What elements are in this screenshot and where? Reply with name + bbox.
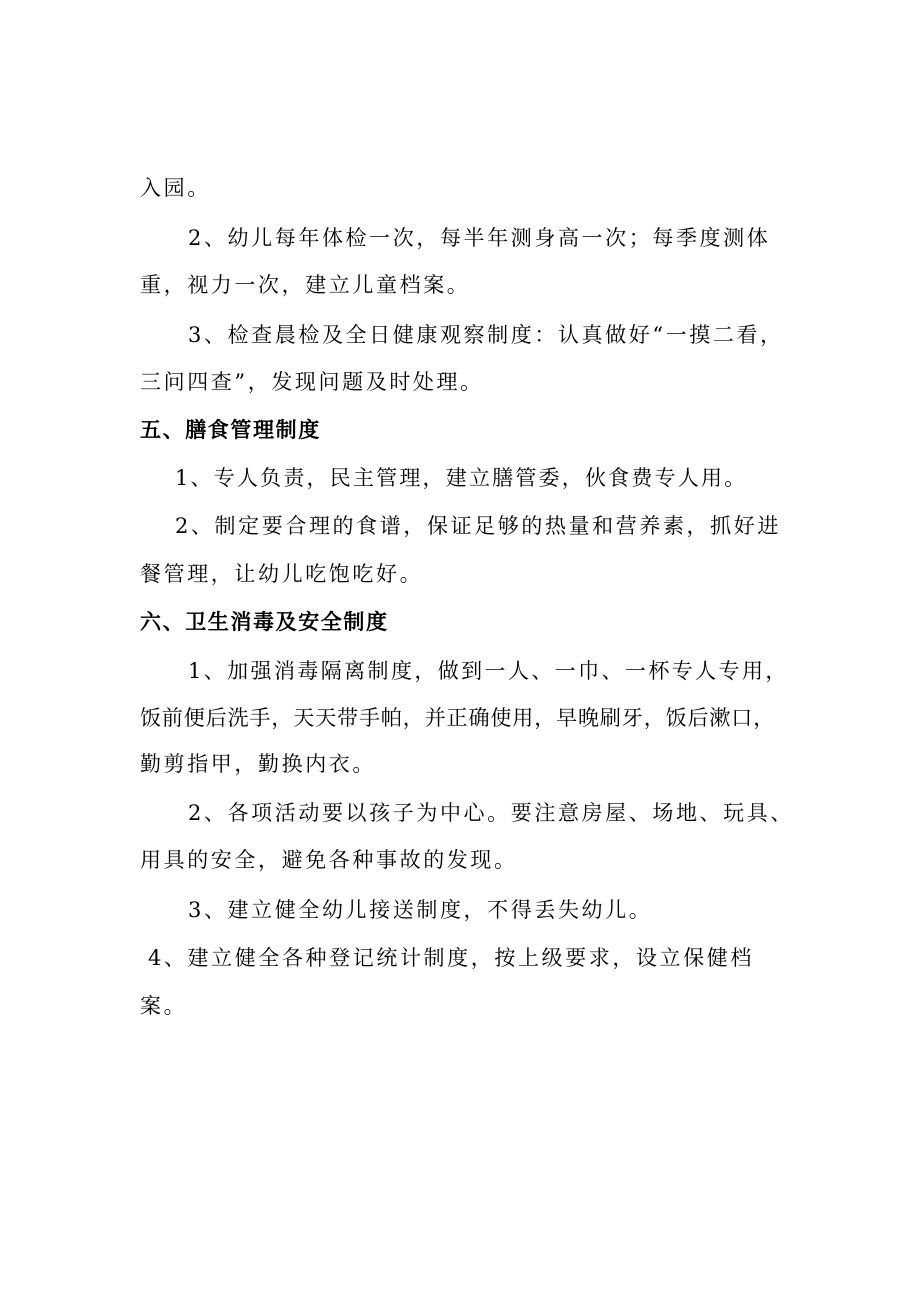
section-heading: 六、卫生消毒及安全制度 [140,609,389,634]
text-line: 饭前便后洗手，天天带手帕，并正确使用，早晚刷牙，饭后漱口， [140,706,776,730]
text-line: 3、建立健全幼儿接送制度，不得丢失幼儿。 [188,898,653,922]
text-line: 2、幼儿每年体检一次，每半年测身高一次；每季度测体 [188,226,771,250]
text-line: 重，视力一次，建立儿童档案。 [140,273,471,297]
text-line: 勤剪指甲，勤换内衣。 [140,752,376,776]
text-line: 3、检查晨检及全日健康观察制度：认真做好“一摸二看， [188,323,784,347]
text-line: 1、专人负责，民主管理，建立膳管委，伙食费专人用。 [175,466,748,490]
text-line: 入园。 [140,176,211,200]
text-line: 2、各项活动要以孩子为中心。要注意房屋、场地、玩具、 [188,801,794,825]
text-line: 2、制定要合理的食谱，保证足够的热量和营养素，抓好进 [175,514,781,538]
text-line: 用具的安全，避免各种事故的发现。 [140,848,518,872]
text-line: 案。 [140,994,188,1018]
section-heading: 五、膳食管理制度 [140,417,321,442]
text-line: 1、加强消毒隔离制度，做到一人、一巾、一杯专人专用， [188,659,789,683]
text-line: 三问四查”，发现问题及时处理。 [140,370,484,394]
text-line: 餐管理，让幼儿吃饱吃好。 [140,562,424,586]
text-line: 4、建立健全各种登记统计制度，按上级要求，设立保健档 [148,946,754,970]
